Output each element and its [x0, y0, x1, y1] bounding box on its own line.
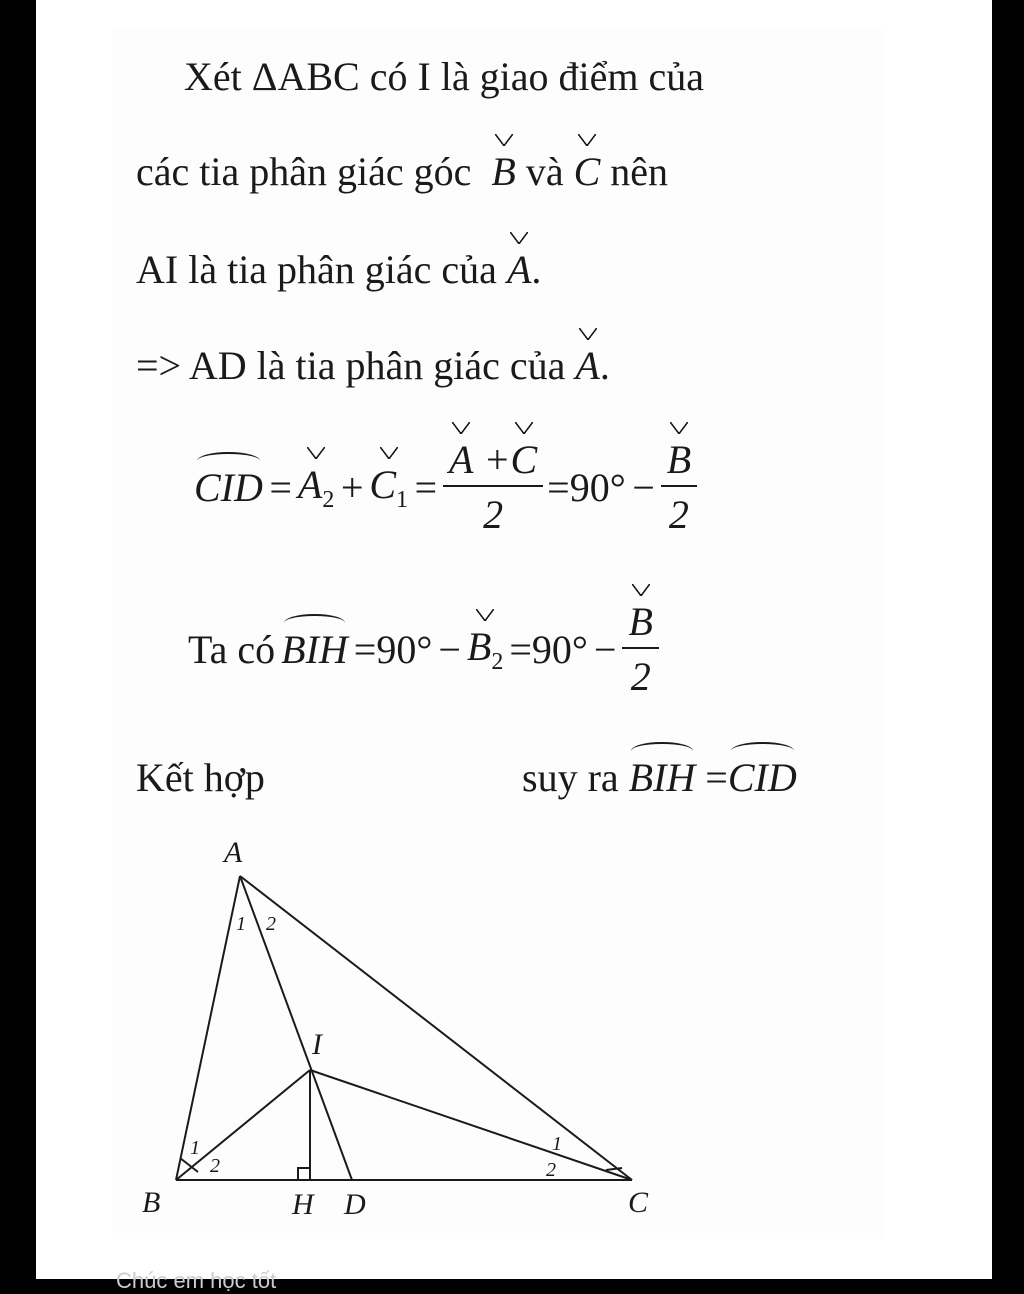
eq2-minus-1: − [438, 626, 461, 672]
angle-c1: C [369, 461, 397, 507]
angle-a2: A [297, 461, 323, 507]
angle-cid-2: CID [727, 755, 797, 800]
line-4-dot: . [599, 343, 610, 388]
line-3-text: AI là tia phân giác của [136, 247, 497, 292]
side-ac [240, 876, 632, 1180]
solution-content [112, 28, 884, 1238]
fraction-a-plus-c [443, 436, 543, 538]
line-2-text: các tia phân giác góc [136, 149, 472, 194]
label-d: D [344, 1188, 366, 1221]
angle-bih: BIH [281, 626, 348, 672]
sub-a2: 2 [322, 486, 335, 513]
eq2-minus-2: − [593, 626, 617, 672]
num-plus: + [483, 437, 511, 482]
eq2-ninety-2: =90° [509, 626, 588, 672]
footer-text: Chúc em học tốt [116, 1268, 277, 1293]
line-7-equals: = [705, 755, 728, 800]
line-3-dot: . [531, 247, 542, 292]
label-c: C [628, 1186, 649, 1219]
den-2-eq2: 2 [630, 654, 651, 699]
label-a: A [224, 836, 243, 869]
bisector-ci [310, 1070, 632, 1180]
angle-b2: B [466, 623, 492, 669]
num-b-eq2: B [628, 599, 653, 644]
line-2 [136, 148, 668, 195]
angle-cid: CID [194, 464, 263, 510]
angle-bih-2: BIH [628, 755, 696, 800]
label-angle-a2: 2 [266, 913, 276, 935]
line-4-text: => AD là tia phân giác của [136, 343, 566, 388]
angle-c-symbol: C [573, 149, 601, 194]
den-2b: 2 [668, 492, 689, 537]
eq2-ninety-1: =90° [353, 626, 433, 672]
line-4 [136, 342, 610, 389]
line-3 [136, 246, 541, 293]
line-2-and: và [525, 149, 564, 194]
num-c: C [510, 437, 538, 482]
label-angle-c2: 2 [546, 1159, 556, 1181]
num-b: B [666, 437, 692, 482]
fraction-b-over-2 [661, 436, 697, 538]
num-a: A [449, 437, 474, 482]
eq2-prefix: Ta có [188, 626, 276, 672]
sub-b2: 2 [491, 648, 504, 675]
page [36, 0, 992, 1293]
angle-b-symbol: B [491, 149, 516, 194]
label-b: B [142, 1186, 161, 1219]
eq1-equals-2: = [412, 464, 440, 510]
eq1-equals-1: = [266, 464, 294, 510]
line-7-right [522, 754, 797, 801]
angle-a-symbol: A [506, 247, 532, 292]
eq1-plus: + [338, 464, 366, 510]
equation-2 [188, 598, 659, 700]
sub-c1: 1 [396, 486, 409, 513]
right-angle-mark [298, 1168, 310, 1180]
line-7-left [136, 754, 265, 801]
angle-a-symbol-2: A [575, 343, 600, 388]
label-h: H [292, 1188, 314, 1221]
label-angle-c1: 1 [552, 1133, 562, 1155]
label-angle-b1: 1 [190, 1137, 200, 1159]
line-2-end: nên [610, 149, 669, 194]
line-1-text: Xét ΔABC có I là giao điểm của [184, 54, 705, 99]
line-7-text: Kết hợp [136, 755, 265, 800]
equation-1 [194, 436, 697, 538]
label-angle-b2: 2 [210, 1155, 220, 1177]
eq1-minus: − [629, 464, 657, 510]
fraction-b-over-2-eq2 [622, 598, 658, 700]
line-7-suy-ra: suy ra [522, 755, 619, 800]
line-1 [184, 53, 704, 100]
label-i: I [312, 1028, 322, 1061]
den-2: 2 [483, 492, 504, 537]
triangle-figure [112, 828, 884, 1238]
label-angle-a1: 1 [236, 913, 246, 935]
eq1-ninety: =90° [547, 464, 626, 510]
bisector-ad [240, 876, 352, 1180]
